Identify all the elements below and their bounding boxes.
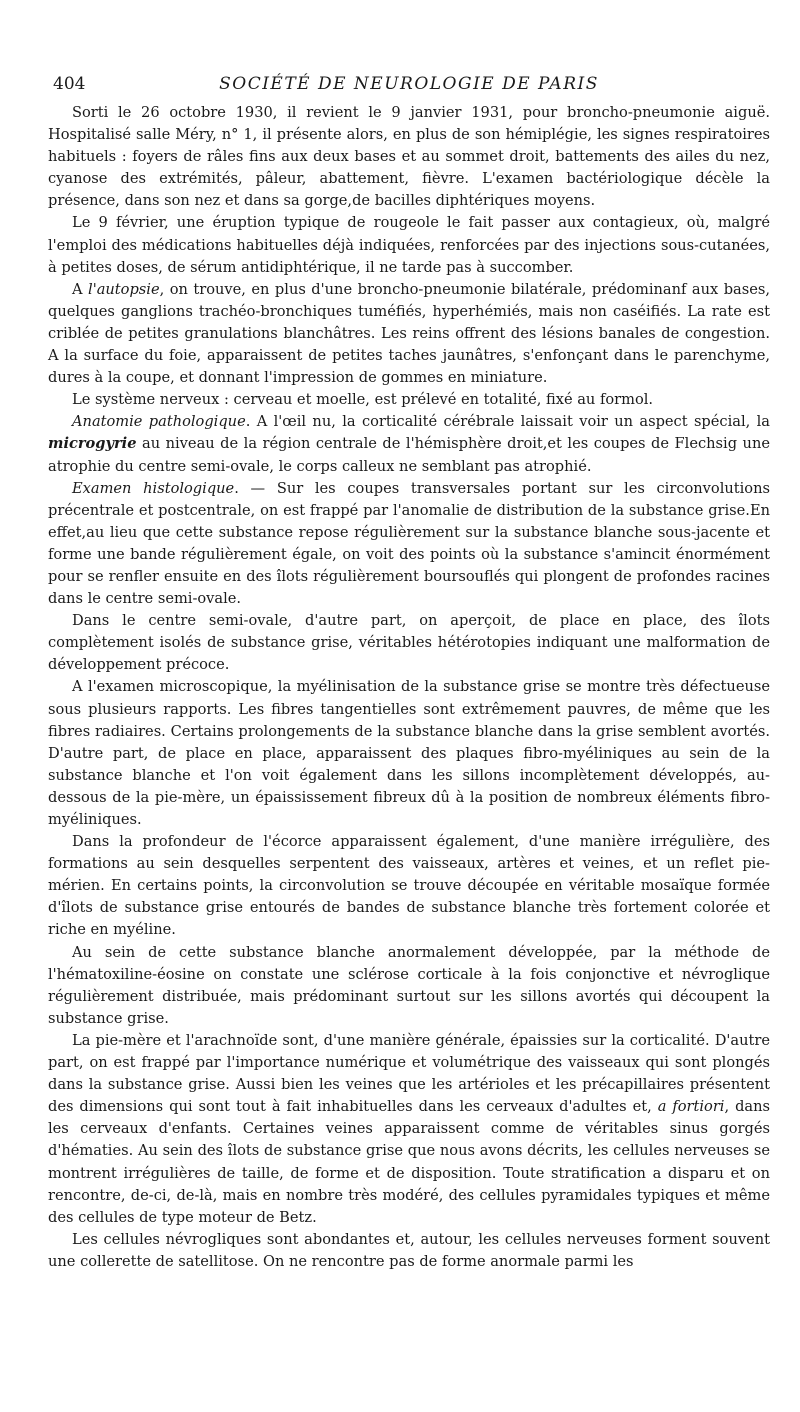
a-fortiori: a fortiori <box>657 1098 725 1116</box>
paragraph-2: Le 9 février, une éruption typique de rougeole le fait passer aux contagieux, où, malgré l'emploi des médications habituelles déjà indiquées, renforcées par des injections sous-cutanées, à petites doses, de sérum antidiphtérique, il ne tarde pas à succomber. <box>48 214 770 276</box>
paragraph-7: Dans le centre semi-ovale, d'autre part, on aperçoit, de place en place, des îlots complètement isolés de substance grise, véritables hétérotopies indiquant une malformation de développement précoce. <box>48 612 770 674</box>
paragraph-nervous-system: Le système nerveux : cerveau et moelle, est prélevé en totalité, fixé au formol. <box>72 391 654 409</box>
autopsy-label: l'autopsie <box>88 280 160 298</box>
paragraph-1: Sorti le 26 octobre 1930, il revient le 9 janvier 1931, pour broncho-pneumonie aiguë. Hospitalisé salle Méry, n° 1, il présente alors, en plus de son hémiplégie, les signes respiratoires habituels : foyers de râles fins aux deux bases et au sommet droit, battements des ailes du nez, cyanose des extrémités, pâleur, abattement, fièvre. L'examen bactériologique décèle la présence, dans son nez et dans sa gorge,de bacilles diphtériques moyens. <box>48 104 770 210</box>
running-head <box>48 70 770 100</box>
paragraph-12: Les cellules névrogliques sont abondantes et, autour, les cellules nerveuses forment souvent une collerette de satellitose. On ne rencontre pas de forme anormale parmi les <box>48 1230 770 1270</box>
paragraph-10: Au sein de cette substance blanche anormalement développée, par la méthode de l'hématoxiline-éosine on constate une sclérose corticale à la fois conjonctive et névroglique régulièrement distribuée, mais prédominant surtout sur les sillons avortés qui découpent la substance grise. <box>48 943 770 1027</box>
paragraph-11: La pie-mère et l'arachnoïde sont, d'une manière générale, épaissies sur la corticalité. D'autre part, on est frappé par l'importance numérique et volumétrique des vaisseaux qui sont plongés dans la substance grise. Aussi bien les veines que les artérioles et les précapillaires présentent des dimensions qui sont tout à fait inhabituelles dans les cerveaux d'adultes et, a fortiori, dans les cerveaux d'enfants. Certaines veines apparaissent comme de véritables sinus gorgés d'hématies. Au sein des îlots de substance grise que nous avons décrits, les cellules nerveuses se montrent irrégulières de taille, de forme et de disposition. Toute stratification a disparu et on rencontre, de-ci, de-là, mais en nombre très modéré, des cellules pyramidales typiques et même des cellules de type moteur de Betz. <box>48 1031 771 1226</box>
paragraph-histology: Examen histologique. — Sur les coupes transversales portant sur les circonvolutions précentrale et postcentrale, on est frappé par l'anomalie de distribution de la substance grise.En effet,au lieu que cette substance repose régulièrement sur la substance blanche sous-jacente et forme une bande régulièrement égale, on voit des points où la substance s'amincit énormément pour se renfler ensuite en des îlots régulièrement boursouflés qui plongent de profondes racines dans le centre semi-ovale. <box>48 479 770 608</box>
page <box>48 70 770 1273</box>
paragraph-autopsy: A l'autopsie, on trouve, en plus d'une broncho-pneumonie bilatérale, prédominanf aux bases, quelques ganglions trachéo-bronchiques tuméfiés, hyperhémiés, mais non caséifiés. La rate est criblée de petites granulations blanchâtres. Les reins offrent des lésions banales de congestion. A la surface du foie, apparaissent de petites taches jaunâtres, s'enfonçant dans le parenchyme, dures à la coupe, et donnant l'impression de gommes en miniature. <box>48 280 770 387</box>
page-number: 404 <box>53 74 86 94</box>
histology-label: Examen histologique <box>72 479 235 497</box>
journal-title: SOCIÉTÉ DE NEUROLOGIE DE PARIS <box>219 74 599 94</box>
paragraph-anatomy: Anatomie pathologique. A l'œil nu, la corticalité cérébrale laissait voir un aspect spécial, la microgyrie au niveau de la région centrale de l'hémisphère droit,et les coupes de Flechsig une atrophie du centre semi-ovale, le corps calleux ne semblant pas atrophié. <box>48 413 770 475</box>
anatomy-label: Anatomie pathologique <box>72 413 246 431</box>
paragraph-8: A l'examen microscopique, la myélinisation de la substance grise se montre très défectueuse sous plusieurs rapports. Les fibres tangentielles sont extrêmement pauvres, de même que les fibres radiaires. Certains prolongements de la substance blanche dans la grise semblent avortés. D'autre part, de place en place, apparaissent des plaques fibro-myéliniques au sein de la substance blanche et l'on voit également dans les sillons incomplètement développés, au-dessous de la pie-mère, un épaississement fibreux dû à la position de nombreux éléments fibro-myéliniques. <box>48 678 770 828</box>
paragraph-9: Dans la profondeur de l'écorce apparaissent également, d'une manière irrégulière, des formations au sein desquelles serpentent des vaisseaux, artères et veines, et un reflet pie-mérien. En certains points, la circonvolution se trouve découpée en véritable mosaïque formée d'îlots de substance grise entourés de bandes de substance blanche très fortement colorée et riche en myéline. <box>48 833 770 939</box>
microgyrie-term: microgyrie <box>48 435 137 453</box>
